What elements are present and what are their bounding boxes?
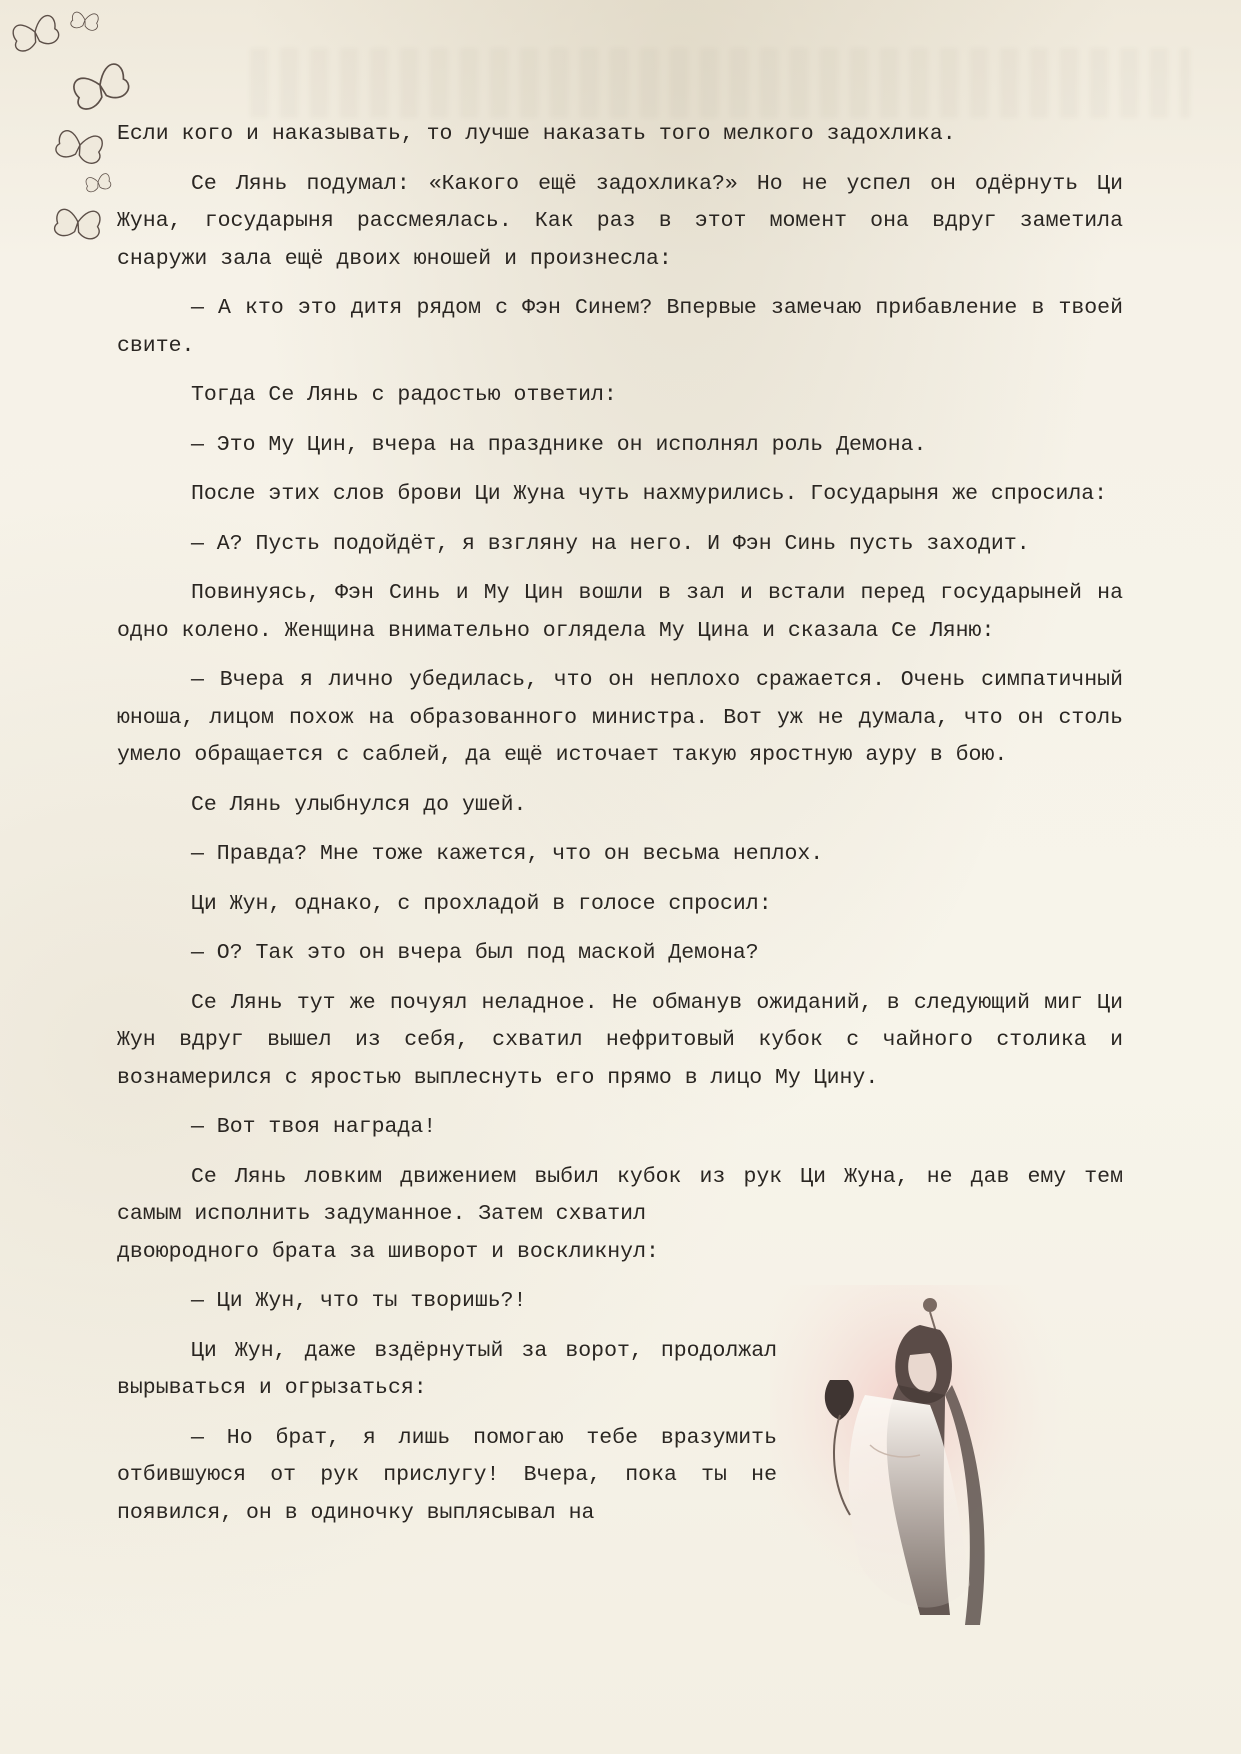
- paragraph: — О? Так это он вчера был под маской Демона?: [191, 941, 759, 965]
- paragraph: — А? Пусть подойдёт, я взгляну на него. И Фэн Синь пусть заходит.: [191, 531, 1030, 556]
- paper-texture: [250, 48, 1190, 118]
- paragraph: — Это Му Цин, вчера на празднике он исполнял роль Демона.: [191, 432, 927, 457]
- paragraph: — Но брат, я лишь помогаю тебе вразумить отбившуюся от рук прислугу! Вчера, пока ты не появился, он в одиночку выплясывал на: [117, 1425, 777, 1525]
- paragraph: Се Лянь ловким движением выбил кубок из рук Ци Жуна, не дав ему тем самым исполнить задуманное. Затем схватил: [117, 1164, 1123, 1226]
- paragraph: — А кто это дитя рядом с Фэн Синем? Впервые замечаю прибавление в твоей свите.: [117, 296, 1123, 358]
- paragraph: Се Лянь тут же почуял неладное. Не обманув ожиданий, в следующий миг Ци Жун вдруг вышел из себя, схватил нефритовый кубок с чайного столика и вознамерился с яростью выплеснуть его прямо в лицо Му Цину.: [117, 990, 1123, 1090]
- paragraph: — Вот твоя награда!: [191, 1115, 437, 1139]
- paragraph: Ци Жун, однако, с прохладой в голосе спросил:: [191, 891, 772, 916]
- paragraph: Ци Жун, даже вздёрнутый за ворот, продолжал вырываться и огрызаться:: [117, 1338, 777, 1400]
- paragraph: Если кого и наказывать, то лучше наказать того мелкого задохлика.: [117, 122, 956, 146]
- paragraph: — Ци Жун, что ты творишь?!: [191, 1289, 527, 1313]
- paragraph: После этих слов брови Ци Жуна чуть нахмурились. Государыня же спросила:: [191, 482, 1108, 506]
- paragraph: Се Лянь улыбнулся до ушей.: [191, 792, 527, 817]
- paragraph: Се Лянь подумал: «Какого ещё задохлика?» Но не успел он одёрнуть Ци Жуна, государыня рассмеялась. Как раз в этот момент она вдруг заметила снаружи зала ещё двоих юношей и произнесла:: [117, 171, 1123, 271]
- paragraph: Повинуясь, Фэн Синь и Му Цин вошли в зал и встали перед государыней на одно колено. Женщина внимательно оглядела Му Цина и сказала Се Ляню:: [117, 581, 1123, 643]
- body-text: [117, 116, 1123, 1544]
- paragraph: — Вчера я лично убедилась, что он неплохо сражается. Очень симпатичный юноша, лицом похож на образованного министра. Вот уж не думала, что он столь умело обращается с саблей, да ещё источает такую яростную ауру в бою.: [117, 668, 1123, 767]
- paragraph: — Правда? Мне тоже кажется, что он весьма неплох.: [191, 842, 824, 866]
- paragraph: Тогда Се Лянь с радостью ответил:: [191, 383, 617, 407]
- paragraph: двоюродного брата за шиворот и воскликнул:: [117, 1239, 659, 1264]
